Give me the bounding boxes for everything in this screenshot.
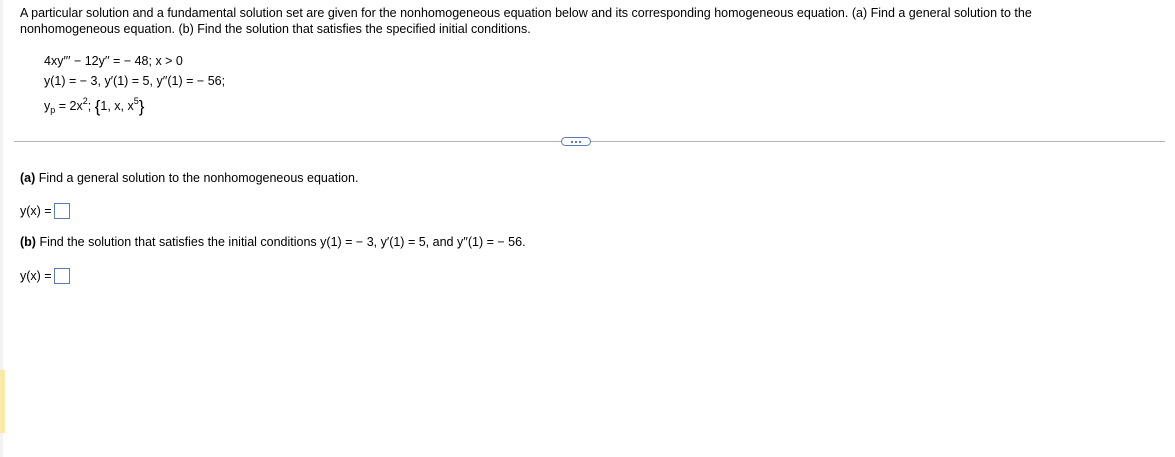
initial-conditions: y(1) = − 3, y′(1) = 5, y′′(1) = − 56; [44,74,226,88]
more-dot-icon [579,141,581,143]
set-brace-close: } [138,97,145,116]
part-b-answer-label: y(x) = [20,268,52,283]
yp-exponent: 2 [82,96,88,106]
prompt-line-2: nonhomogeneous equation. (b) Find the solution that satisfies the specified initial conditions. [20,21,531,36]
part-b-answer-row [20,268,70,284]
more-options-button[interactable] [561,137,591,146]
yp-symbol: y [44,99,51,113]
differential-equation: 4xy′′′ − 12y′′ = − 48; x > 0 [44,54,183,68]
part-b-text: Find the solution that satisfies the initial conditions y(1) = − 3, y′(1) = 5, and y′′(1) = − 56. [35,235,526,249]
problem-prompt [20,6,1100,37]
fundamental-set-exponent: 5 [133,96,139,106]
yp-expression: = 2x [55,99,83,113]
part-a-answer-row [20,203,70,219]
set-brace-open: { [94,97,101,116]
left-accent-bar [0,370,5,433]
set-separator: ; [87,99,95,113]
part-b-question [20,235,526,250]
part-a-answer-input[interactable] [54,203,70,219]
equation-block [44,51,226,116]
yp-subscript: p [50,105,56,115]
prompt-line-1: A particular solution and a fundamental solution set are given for the nonhomogeneous equation below and its corresponding homogeneous equation. (a) Find a general solution to the [20,6,1032,20]
particular-solution [44,91,225,116]
part-b-tag: (b) [20,235,36,249]
part-b-answer-input[interactable] [54,268,70,284]
part-a-question [20,171,358,186]
part-a-answer-label: y(x) = [20,203,52,218]
fundamental-set-items: 1, x, x [100,99,134,113]
more-dot-icon [571,141,573,143]
more-dot-icon [575,141,577,143]
part-a-tag: (a) [20,171,36,185]
part-a-text: Find a general solution to the nonhomogeneous equation. [35,171,359,185]
